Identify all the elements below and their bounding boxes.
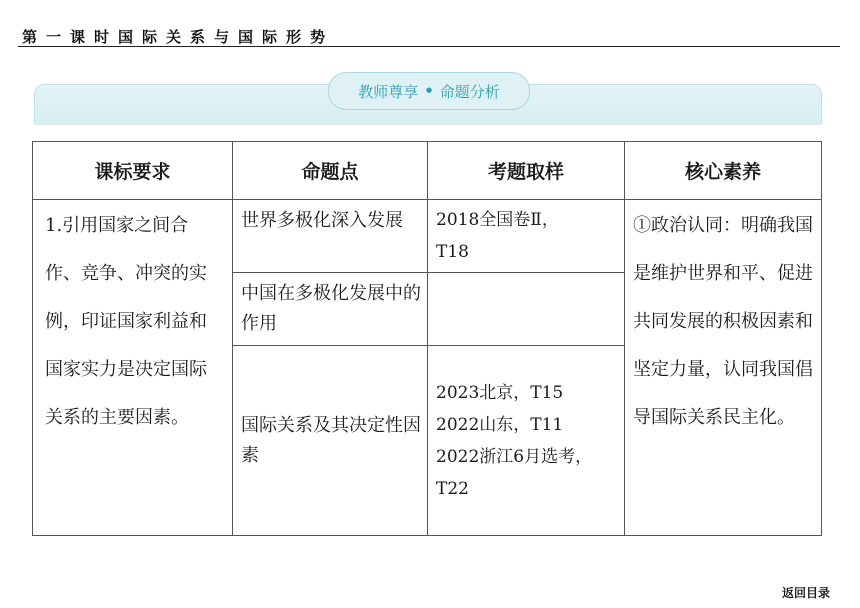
sample-cell bbox=[428, 200, 625, 273]
analysis-table bbox=[32, 141, 822, 536]
sample-line: T18 bbox=[436, 242, 469, 262]
tab-label-left: 教师尊享 bbox=[358, 82, 419, 101]
core-cell: ①政治认同：明确我国是维护世界和平、促进共同发展的积极因素和坚定力量，认同我国倡导国际关系民主化。 bbox=[625, 200, 822, 536]
title-rule bbox=[18, 46, 840, 47]
header-requirement: 课标要求 bbox=[33, 142, 233, 200]
sample-line: 2023北京，T15 bbox=[436, 382, 564, 403]
header-point: 命题点 bbox=[233, 142, 428, 200]
back-to-contents-link[interactable]: 返回目录 bbox=[781, 586, 830, 600]
tab-dot: • bbox=[424, 82, 434, 100]
table-header-row bbox=[33, 142, 822, 200]
sample-line: 2018全国卷Ⅱ， bbox=[436, 210, 559, 230]
section-tab bbox=[328, 72, 530, 110]
table-row bbox=[33, 200, 822, 273]
sample-line: 2022山东，T11 bbox=[436, 414, 564, 435]
point-cell: 国际关系及其决定性因素 bbox=[233, 346, 428, 536]
header-sample: 考题取样 bbox=[428, 142, 625, 200]
sample-line: 2022浙江6月选考， bbox=[436, 446, 593, 467]
point-cell: 世界多极化深入发展 bbox=[233, 200, 428, 273]
header-core: 核心素养 bbox=[625, 142, 822, 200]
sample-cell bbox=[428, 346, 625, 536]
tab-label-right: 命题分析 bbox=[439, 82, 500, 101]
lesson-title: 第一课时国际关系与国际形势 bbox=[22, 28, 335, 46]
sample-cell-empty bbox=[428, 273, 625, 346]
point-cell: 中国在多极化发展中的作用 bbox=[233, 273, 428, 346]
requirement-cell: 1.引用国家之间合作、竞争、冲突的实例，印证国家利益和国家实力是决定国际关系的主要因素。 bbox=[33, 200, 233, 536]
sample-line: T22 bbox=[436, 478, 469, 499]
